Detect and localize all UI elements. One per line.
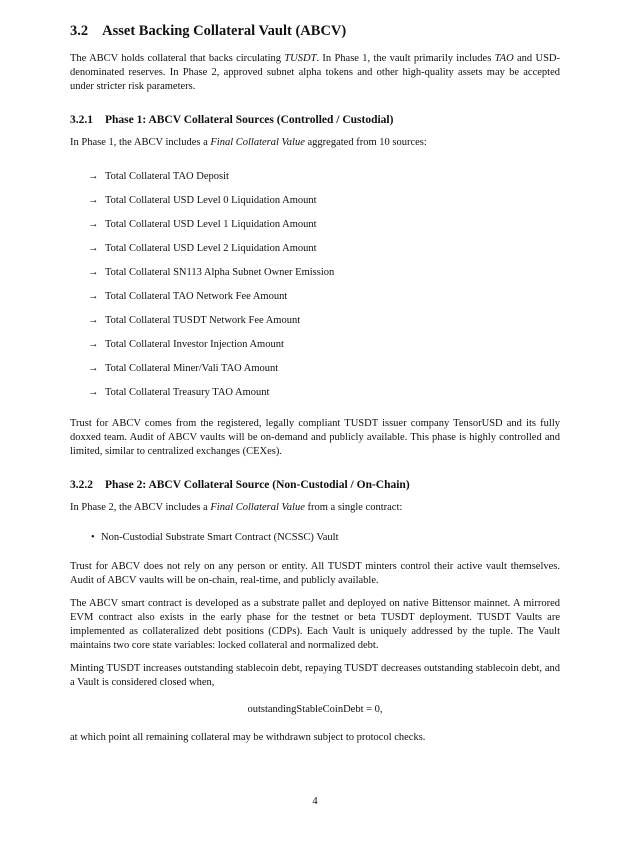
lead-segment: In Phase 1, the ABCV includes a: [70, 137, 211, 148]
arrow-icon: →: [88, 363, 99, 374]
arrow-icon: →: [88, 339, 99, 350]
phase1-trust-paragraph: Trust for ABCV comes from the registered, legally compliant TUSDT issuer company TensorUSD and its fully doxxed team. Audit of ABCV vaults will be on-demand and publicly available. This phase is highly controlled and limited, similar to centralized exchanges (CEXes).: [70, 418, 560, 457]
phase1-lead-paragraph: [70, 136, 560, 150]
section-number: 3.2: [70, 23, 89, 39]
subsection-title: Phase 2: ABCV Collateral Source (Non-Custodial / On-Chain): [105, 479, 410, 491]
collateral-sources-list: [70, 170, 560, 400]
intro-segment: The ABCV holds collateral that backs circulating: [70, 53, 285, 64]
list-item-label: Total Collateral SN113 Alpha Subnet Owner Emission: [105, 267, 335, 278]
section-title: Asset Backing Collateral Vault (ABCV): [102, 23, 347, 39]
arrow-icon: →: [88, 291, 99, 302]
lead-segment: In Phase 2, the ABCV includes a: [70, 502, 211, 513]
page-number: 4: [312, 796, 318, 807]
list-item: [88, 362, 560, 376]
list-item-label: Total Collateral Miner/Vali TAO Amount: [105, 363, 279, 374]
list-item-label: Non-Custodial Substrate Smart Contract (NCSSC) Vault: [101, 532, 339, 543]
list-item: [88, 338, 560, 352]
list-item: [88, 290, 560, 304]
arrow-icon: →: [88, 219, 99, 230]
arrow-icon: →: [88, 243, 99, 254]
subsection-heading-3-2-1: [70, 113, 560, 127]
list-item: [88, 386, 560, 400]
intro-paragraph: [70, 52, 560, 94]
list-item-label: Total Collateral TAO Network Fee Amount: [105, 291, 288, 302]
intro-segment: . In Phase 1, the vault primarily includes: [316, 53, 495, 64]
list-item-label: Total Collateral USD Level 0 Liquidation Amount: [105, 195, 317, 206]
intro-segment: and USD-denominated reserves. In Phase 2, approved subnet alpha tokens and other high-quality assets may be accepted under stricter risk parameters.: [70, 53, 560, 92]
equation: outstandingStableCoinDebt = 0,: [247, 704, 383, 715]
term-final-collateral-value: Final Collateral Value: [210, 502, 305, 513]
term-tusdt: TUSDT: [284, 53, 317, 64]
term-tao: TAO: [494, 53, 514, 64]
bullet-icon: •: [91, 532, 95, 543]
list-item: [88, 242, 560, 256]
arrow-icon: →: [88, 267, 99, 278]
subsection-number: 3.2.2: [70, 479, 93, 491]
subsection-heading-3-2-2: [70, 478, 560, 492]
list-item-label: Total Collateral USD Level 2 Liquidation Amount: [105, 243, 317, 254]
list-item-label: Total Collateral Investor Injection Amount: [105, 339, 284, 350]
list-item: [91, 531, 560, 545]
arrow-icon: →: [88, 171, 99, 182]
phase2-trust-paragraph: Trust for ABCV does not rely on any person or entity. All TUSDT minters control their active vault themselves. Audit of ABCV vaults will be on-chain, real-time, and publicly available.: [70, 561, 560, 586]
phase2-implementation-paragraph: The ABCV smart contract is developed as a substrate pallet and deployed on native Bittensor mainnet. A mirrored EVM contract also exists in the early phase for the testnet or beta TUSDT deployment. TUSDT Vaults are implemented as collateralized debt positions (CDPs). Each Vault is uniquely addressed by the tuple. The Vault maintains two core state variables: locked collateral and normalized debt.: [70, 598, 560, 651]
list-item: [88, 314, 560, 328]
phase2-minting-paragraph: Minting TUSDT increases outstanding stablecoin debt, repaying TUSDT decreases outstanding stablecoin debt, and a Vault is considered closed when,: [70, 663, 560, 688]
term-final-collateral-value: Final Collateral Value: [210, 137, 305, 148]
list-item: [88, 170, 560, 184]
section-heading: [70, 23, 560, 40]
arrow-icon: →: [88, 315, 99, 326]
list-item: [88, 266, 560, 280]
lead-segment: from a single contract:: [304, 502, 403, 513]
list-item-label: Total Collateral TAO Deposit: [105, 171, 229, 182]
list-item: [88, 218, 560, 232]
arrow-icon: →: [88, 387, 99, 398]
subsection-number: 3.2.1: [70, 114, 93, 126]
list-item-label: Total Collateral Treasury TAO Amount: [105, 387, 270, 398]
contract-list: [70, 531, 560, 545]
closing-paragraph: at which point all remaining collateral may be withdrawn subject to protocol checks.: [70, 732, 426, 743]
list-item-label: Total Collateral TUSDT Network Fee Amount: [105, 315, 301, 326]
arrow-icon: →: [88, 195, 99, 206]
phase2-lead-paragraph: [70, 501, 560, 515]
lead-segment: aggregated from 10 sources:: [304, 137, 427, 148]
subsection-title: Phase 1: ABCV Collateral Sources (Controlled / Custodial): [105, 114, 394, 126]
list-item: [88, 194, 560, 208]
list-item-label: Total Collateral USD Level 1 Liquidation Amount: [105, 219, 317, 230]
